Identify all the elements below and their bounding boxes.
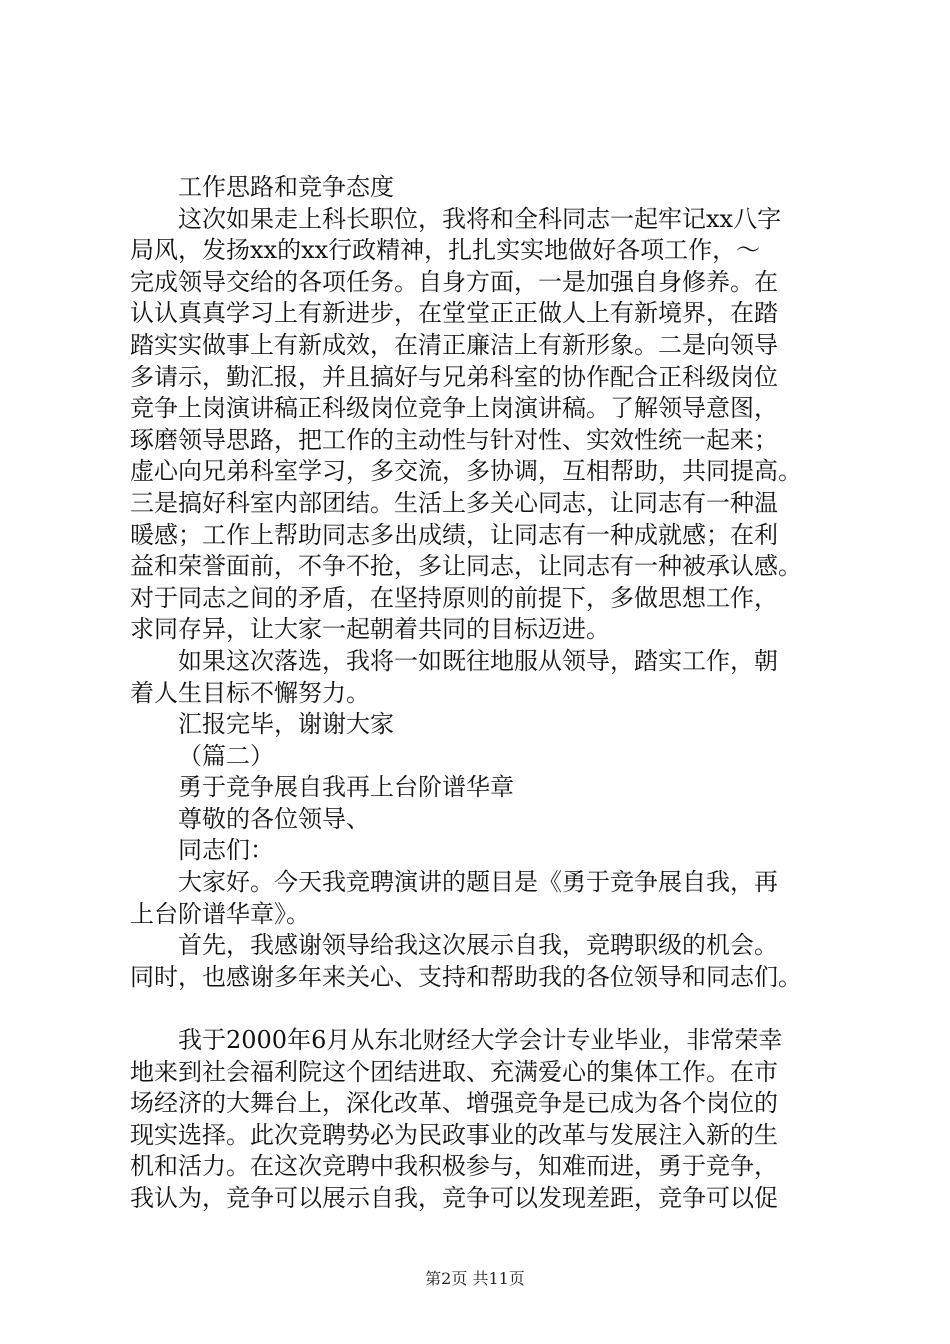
- text-line: 地来到社会福利院这个团结进取、充满爱心的集体工作。在市: [130, 1057, 778, 1086]
- text-line: 工作思路和竞争态度: [178, 173, 394, 201]
- text-line: 场经济的大舞台上，深化改革、增强竞争是已成为各个岗位的: [130, 1089, 778, 1118]
- text-line: 认认真真学习上有新进步，在堂堂正正做人上有新境界，在踏: [130, 299, 778, 328]
- text-line: 暖感；工作上帮助同志多出成绩，让同志有一种成就感；在利: [130, 520, 778, 549]
- text-line: 机和活力。在这次竞聘中我积极参与，知难而进，勇于竞争，: [130, 1152, 778, 1181]
- text-line: 三是搞好科室内部团结。生活上多关心同志，让同志有一种温: [130, 488, 778, 517]
- text-line: 对于同志之间的矛盾，在坚持原则的前提下，多做思想工作，: [130, 583, 778, 612]
- text-line: 尊敬的各位领导、: [178, 804, 370, 833]
- text-line: 局风，发扬xx的xx行政精神，扎扎实实地做好各项工作，～: [130, 236, 761, 265]
- document-body: [130, 172, 830, 1215]
- text-line: 虚心向兄弟科室学习，多交流，多协调，互相帮助，共同提高。: [130, 457, 802, 486]
- text-line: 竞争上岗演讲稿正科级岗位竞争上岗演讲稿。了解领导意图，: [130, 394, 778, 423]
- text-line: 着人生目标不懈努力。: [130, 678, 370, 707]
- text-line: 首先，我感谢领导给我这次展示自我，竞聘职级的机会。: [178, 931, 778, 960]
- text-line: 如果这次落选，我将一如既往地服从领导，踏实工作，朝: [178, 646, 778, 675]
- text-line: 多请示，勤汇报，并且搞好与兄弟科室的协作配合正科级岗位: [130, 362, 778, 391]
- text-line: 我认为，竞争可以展示自我，竞争可以发现差距，竞争可以促: [130, 1184, 778, 1212]
- text-line: 勇于竞争展自我再上台阶谱华章: [178, 773, 514, 802]
- text-line: 同志们：: [178, 836, 274, 865]
- text-line: 同时，也感谢多年来关心、支持和帮助我的各位领导和同志们。: [130, 962, 802, 991]
- text-line: 完成领导交给的各项任务。自身方面，一是加强自身修养。在: [130, 267, 778, 296]
- text-line: 益和荣誉面前，不争不抢，多让同志，让同志有一种被承认感。: [130, 552, 802, 581]
- text-line: 现实选择。此次竞聘势必为民政事业的改革与发展注入新的生: [130, 1120, 778, 1149]
- text-line: 汇报完毕，谢谢大家: [178, 710, 394, 739]
- text-line: 踏实实做事上有新成效，在清正廉洁上有新形象。二是向领导: [130, 330, 778, 359]
- text-line: 上台阶谱华章》。: [130, 899, 310, 928]
- page-footer: 第2页 共11页: [425, 1269, 525, 1288]
- blank-line: [130, 993, 830, 1025]
- text-line: 大家好。今天我竞聘演讲的题目是《勇于竞争展自我，再: [178, 868, 778, 897]
- text-line: （篇二）: [178, 741, 274, 770]
- text-line: 这次如果走上科长职位，我将和全科同志一起牢记xx八字: [178, 204, 782, 233]
- text-line: 求同存异，让大家一起朝着共同的目标迈进。: [130, 615, 610, 644]
- text-line: 琢磨领导思路，把工作的主动性与针对性、实效性统一起来；: [130, 425, 778, 454]
- text-line: 我于2000年6月从东北财经大学会计专业毕业，非常荣幸: [178, 1026, 783, 1055]
